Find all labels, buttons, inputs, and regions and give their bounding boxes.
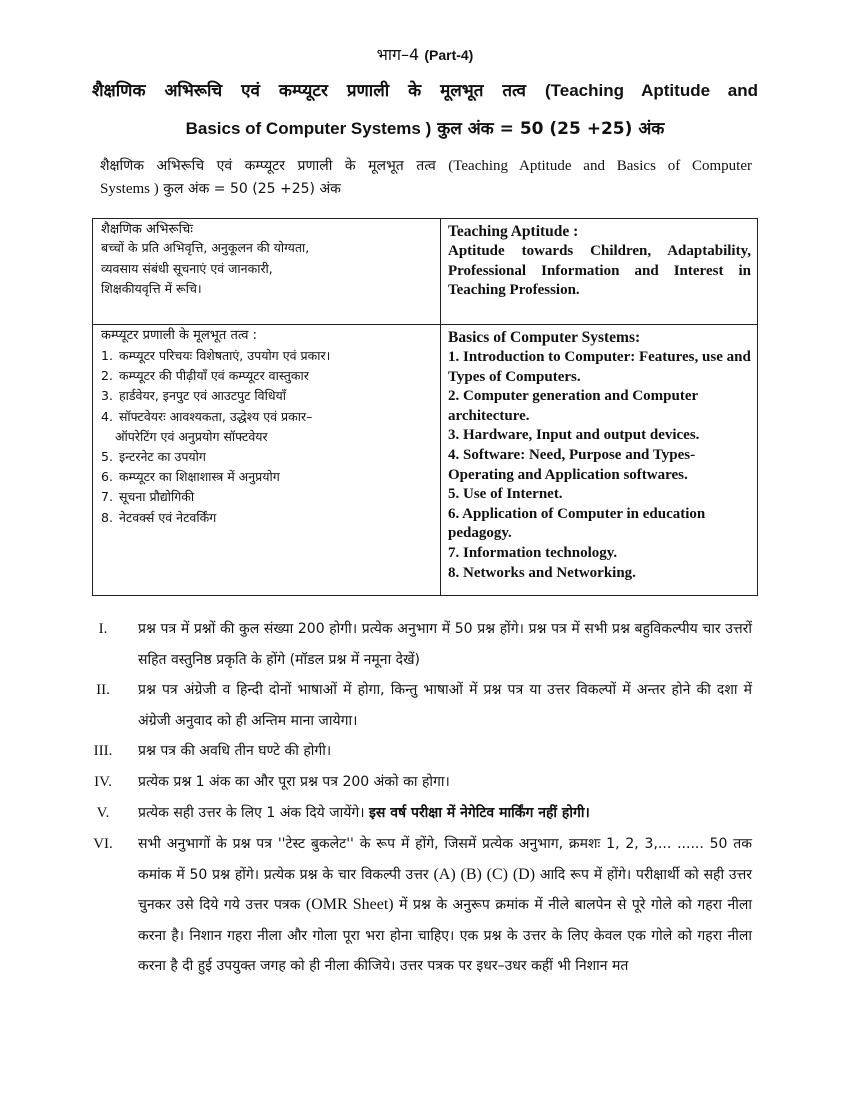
instruction-text-part: आदि रूप में होंगे। परीक्षार्थी को सही उत्तर चुनकर उसे दिये गये उत्तर पत्रक (138, 866, 752, 913)
sub-heading-line2 (100, 178, 752, 201)
english-aptitude-body: Aptitude towards Children, Adaptability, Professional Information and Interest in Teaching Profession. (448, 243, 751, 298)
instruction-text-part: में प्रश्न के अनुरूप क्रमांक में नीले बालपेन से पूरे गोले को गहरा नीला करना है। निशान गहरा नीला और गोला पूरा भरा होना चाहिए। एक प्रश्न के उत्तर के लिए केवल एक गोले को गहरा नीला करना है दी हुई उपयुक्त जगह को ही नीला कीजिये। उत्तर पत्रक पर इधर–उधर कहीं भी निशान मत (138, 897, 753, 974)
syllabus-table (92, 218, 758, 596)
omr-sheet-label: (OMR Sheet) (305, 896, 394, 913)
list-item: 7. Information technology. (448, 544, 618, 561)
hindi-computer-heading: कम्प्यूटर प्रणाली के मूलभूत तत्व : (101, 328, 258, 343)
sub-heading (100, 155, 752, 201)
instruction-number: II. (96, 682, 110, 698)
instruction-number: VI. (93, 836, 113, 852)
hindi-aptitude-line: शिक्षकीयवृत्ति में रूचि। (101, 281, 202, 296)
instruction-text: प्रश्न पत्र अंग्रेजी व हिन्दी दोनों भाषाओं में होगा, किन्तु भाषाओं में प्रश्न पत्र या उत्तर विकल्पों में अन्तर होने की दशा में अंग्रेजी अनुवाद को ही अन्तिम माना जायेगा। (138, 682, 752, 729)
hindi-aptitude-line: व्यवसाय संबंधी सूचनाएं एवं जानकारी, (101, 260, 273, 276)
cell-hindi-aptitude (93, 219, 441, 325)
list-item: 2. Computer generation and Computer architecture. (448, 388, 698, 424)
english-computer-heading: Basics of Computer Systems: (448, 329, 641, 346)
instruction-number: III. (93, 743, 113, 759)
cell-english-computer (441, 325, 758, 596)
instruction-number: IV. (94, 774, 112, 790)
sub-heading-english: (Teaching Aptitude and Basics of Computer (448, 158, 753, 174)
list-item: 6. Application of Computer in education pedagogy. (448, 505, 706, 542)
section-heading-line1 (92, 80, 758, 102)
list-item: 1. Introduction to Computer: Features, use and Types of Computers. (448, 349, 751, 385)
list-item: 5. इन्टरनेट का उपयोग (101, 449, 206, 465)
list-item: 2. कम्प्यूटर की पीढ़ीयॉं एवं कम्प्यूटर वास्तुकार (101, 368, 309, 384)
instruction-text (138, 798, 752, 829)
list-item: 5. Use of Internet. (448, 486, 563, 503)
hindi-aptitude-heading: शैक्षणिक अभिरूचिः (101, 222, 193, 237)
list-item: 1. कम्प्यूटर परिचयः विशेषताएं, उपयोग एवं प्रकार। (101, 348, 331, 363)
instruction-number: V. (96, 805, 110, 821)
section-heading-line2 (92, 118, 758, 140)
list-item: 6. कम्प्यूटर का शिक्षाशास्त्र में अनुप्रयोग (101, 469, 280, 485)
option-label-b: (B) (460, 865, 482, 883)
instruction-text: प्रश्न पत्र में प्रश्नों की कुल संख्या 200 होगी। प्रत्येक अनुभाग में 50 प्रश्न होंगे। प्रश्न पत्र में सभी प्रश्न बहुविकल्पीय चार उत्तरों सहित वस्तुनिष्ठ प्रकृति के होंगे (मॉडल प्रश्न में नमूना देखें) (138, 621, 752, 668)
table-row-teaching-aptitude (93, 219, 758, 325)
instruction-text-plain: प्रत्येक सही उत्तर के लिए 1 अंक दिये जायेंगे। (138, 805, 365, 821)
cell-hindi-computer (93, 325, 441, 596)
section-heading-hindi: शैक्षणिक अभिरूचि एवं कम्प्यूटर प्रणाली के मूलभूत तत्व (92, 81, 527, 101)
instruction-text (138, 829, 752, 982)
option-label-d: (D) (512, 865, 536, 883)
table-row-computer-basics (93, 325, 758, 596)
list-item: 7. सूचना प्रौद्योगिकी (101, 489, 195, 505)
english-computer-list (448, 348, 751, 583)
part-title-hindi: भाग–4 (376, 45, 420, 64)
instruction-text: प्रत्येक प्रश्न 1 अंक का और पूरा प्रश्न पत्र 200 अंको का होगा। (138, 774, 450, 790)
part-title (0, 44, 850, 66)
instruction-text: प्रश्न पत्र की अवधि तीन घण्टे की होगी। (138, 743, 332, 759)
list-item: 3. Hardware, Input and output devices. (448, 427, 700, 444)
section-heading-english-cont: Basics of Computer Systems ) (185, 119, 432, 138)
list-item: 8. Networks and Networking. (448, 564, 636, 581)
section-heading-english: (Teaching Aptitude and (544, 81, 759, 100)
option-label-a: (A) (433, 865, 456, 883)
sub-heading-english-cont: Systems ) (100, 181, 159, 197)
sub-heading-marks: कुल अंक = 50 (25 +25) अंक (163, 181, 341, 197)
hindi-aptitude-line: बच्चों के प्रति अभिवृत्ति, अनुकूलन की योग्यता, (101, 240, 310, 255)
list-item: 8. नेटवर्क्स एवं नेटवर्किंग (101, 509, 217, 525)
instruction-text-part: सभी अनुभागों के प्रश्न पत्र ''टेस्ट बुकलेट'' के रूप में होंगे, जिसमें प्रत्येक अनुभाग, क्रमशः 1, 2, 3,... ...... 50 तक कमांक में 50 प्रश्न होंगे। प्रत्येक प्रश्न के चार विकल्पी उत्तर (138, 836, 752, 883)
sub-heading-hindi: शैक्षणिक अभिरूचि एवं कम्प्यूटर प्रणाली के मूलभूत तत्व (100, 158, 436, 174)
list-item: 4. Software: Need, Purpose and Types-Operating and Application softwares. (448, 446, 696, 483)
list-item: 4. सॉफ्टवेयरः आवश्यकता, उद्धेश्य एवं प्रकार– (101, 408, 313, 424)
instruction-number: I. (98, 621, 108, 637)
sub-heading-line1 (100, 155, 752, 178)
instruction-text-highlight: इस वर्ष परीक्षा में नेगेटिव मार्किंग नहीं होगी। (369, 805, 590, 821)
cell-english-aptitude (441, 219, 758, 325)
hindi-computer-list (101, 346, 434, 528)
english-aptitude-heading: Teaching Aptitude : (448, 223, 579, 240)
list-item-continuation: ऑपरेटिंग एवं अनुप्रयोग सॉफ्टवेयर (115, 428, 268, 444)
part-title-english: (Part-4) (424, 47, 474, 63)
option-label-c: (C) (486, 865, 508, 883)
section-heading-marks: कुल अंक = 50 (25 +25) अंक (437, 119, 665, 139)
list-item: 3. हार्डवेयर, इनपुट एवं आउटपुट विधियॉं (101, 388, 286, 404)
